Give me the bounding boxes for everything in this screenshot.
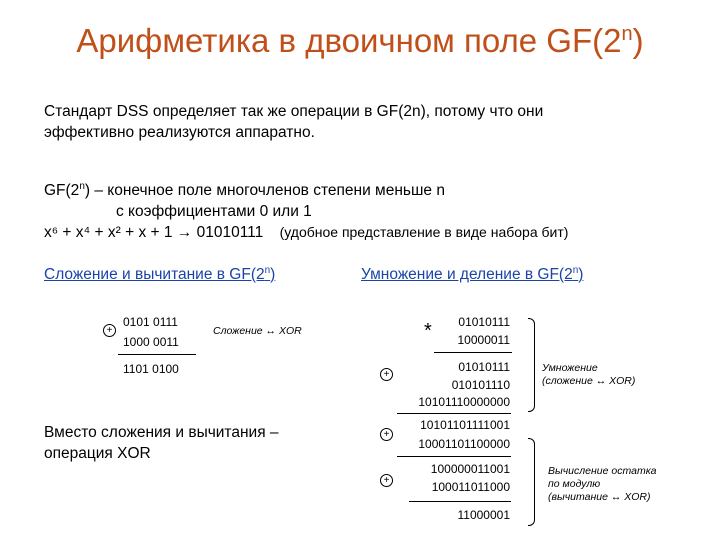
intro-paragraph xyxy=(44,101,543,143)
plus-circle-icon: + xyxy=(380,428,393,441)
instead-text xyxy=(44,422,279,464)
remainder-note xyxy=(548,465,657,504)
plus-circle-icon: + xyxy=(380,474,393,487)
addition-operand-1: 0101 0111 xyxy=(123,315,178,329)
plus-circle-icon: + xyxy=(380,368,393,381)
link-addition[interactable] xyxy=(44,265,275,284)
title-sup: n xyxy=(621,23,633,45)
multiply-bracket xyxy=(528,318,535,412)
remainder-note-line-1: Вычисление остатка xyxy=(548,465,657,477)
link-addition-text: Сложение и вычитание в GF(2 xyxy=(44,266,265,284)
multiply-note-line-2: (сложение ↔ XOR) xyxy=(542,375,636,387)
mul-partial-1: 01010111 xyxy=(458,360,510,374)
link-multiplication-close: ) xyxy=(578,266,584,284)
gf-line-1-sup: n xyxy=(79,181,85,192)
mul-sum: 10101101111001 xyxy=(420,418,510,432)
link-multiplication[interactable] xyxy=(361,265,583,284)
gf-line-1 xyxy=(44,176,445,201)
page-title xyxy=(0,22,720,60)
multiply-note-line-1: Умножение xyxy=(542,362,598,374)
remainder-note-line-3: (вычитание ↔ XOR) xyxy=(548,491,651,503)
polynomial-note: (удобное представление в виде набора бит) xyxy=(279,224,569,240)
gf-line-1-b: ) – конечное поле многочленов степени меньше n xyxy=(84,182,445,200)
polynomial-line xyxy=(44,222,568,243)
mul-modulus-2: 100011011000 xyxy=(431,480,510,494)
mul-rule-4 xyxy=(409,501,511,502)
gf-line-1-a: GF(2 xyxy=(44,182,80,200)
link-multiplication-text: Умножение и деление в GF(2 xyxy=(361,266,573,284)
addition-note: Сложение ↔ XOR xyxy=(213,325,302,337)
link-addition-close: ) xyxy=(270,266,276,284)
multiply-star: * xyxy=(424,320,432,342)
addition-result: 1101 0100 xyxy=(123,362,179,376)
instead-line-1: Вместо сложения и вычитания – xyxy=(44,424,279,441)
mul-remainder-1: 100000011001 xyxy=(430,462,510,476)
multiply-note xyxy=(542,362,635,388)
mul-operand-a: 01010111 xyxy=(458,315,510,329)
gf-line-2: с коэффициентами 0 или 1 xyxy=(116,203,312,221)
instead-line-2: операция XOR xyxy=(44,445,151,462)
gf-definition xyxy=(44,176,445,222)
link-multiplication-sup: n xyxy=(572,265,579,276)
mul-partial-3: 10101110000000 xyxy=(418,395,510,409)
mul-result: 11000001 xyxy=(457,508,510,522)
intro-line-2: эффективно реализуются аппаратно. xyxy=(44,124,315,141)
mul-operand-b: 10000011 xyxy=(457,333,510,347)
plus-circle-icon: + xyxy=(103,324,116,337)
intro-line-1: Стандарт DSS определяет так же операции в GF(2n), потому что они xyxy=(44,103,544,120)
mul-rule-1 xyxy=(434,352,512,353)
polynomial-text: x⁶ + x⁴ + x² + x + 1 → 01010111 xyxy=(44,224,264,241)
title-text: Арифметика в двоичном поле GF(2 xyxy=(76,22,622,59)
mul-rule-3 xyxy=(397,456,511,457)
title-close: ) xyxy=(632,22,644,59)
mul-partial-2: 010101110 xyxy=(451,378,510,392)
addition-operand-2: 1000 0011 xyxy=(123,335,179,349)
mul-rule-2 xyxy=(397,413,511,414)
remainder-bracket xyxy=(528,438,535,526)
remainder-note-line-2: по модулю xyxy=(548,478,601,490)
addition-rule xyxy=(118,354,196,355)
link-addition-sup: n xyxy=(264,265,271,276)
mul-modulus-1: 10001101100000 xyxy=(418,437,510,451)
